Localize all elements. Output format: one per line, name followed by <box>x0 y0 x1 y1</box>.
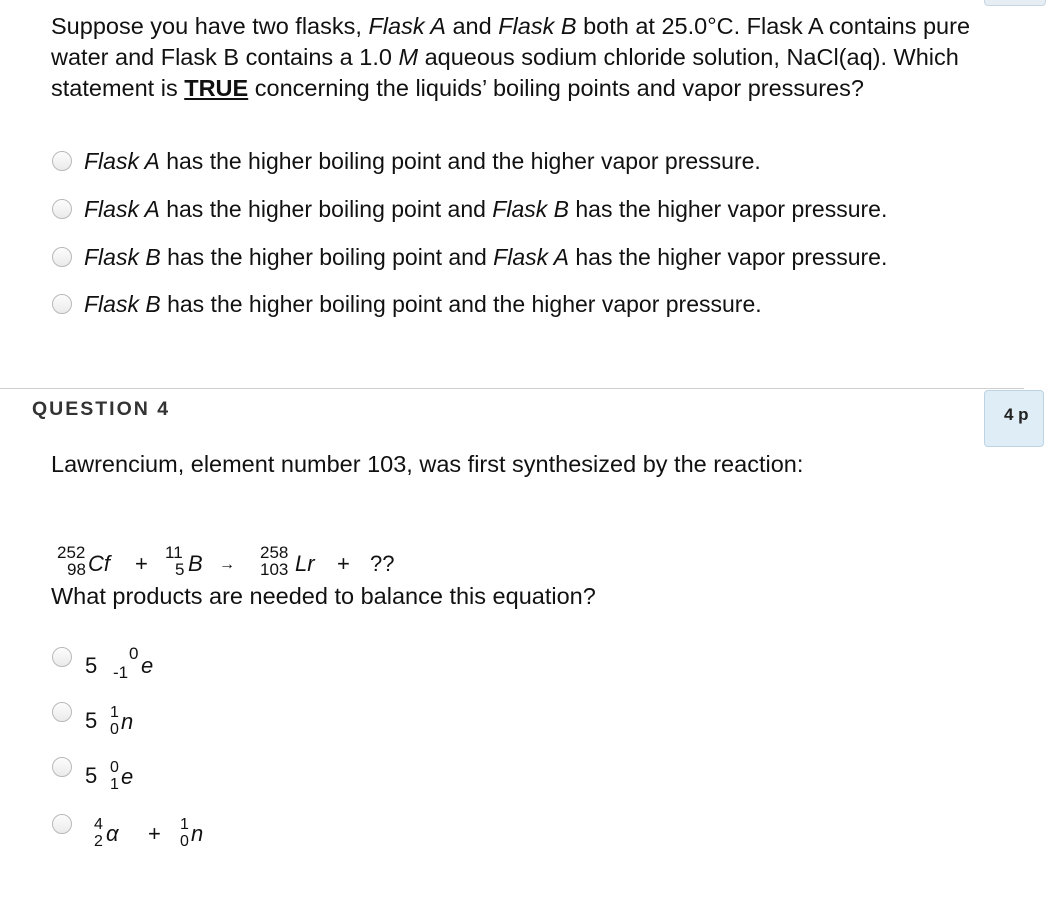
question-3-stem: Suppose you have two flasks, Flask A and Flask B both at 25.0°C. Flask A contains pure water and Flask B contains a 1.0 M aqueous sodium chloride solution, NaCl(aq). Which statement is TRUE concerning the liquids’ boiling points and vapor pressures? <box>51 13 971 101</box>
q3-option-3[interactable] <box>52 242 888 272</box>
plus-sign: + <box>135 551 148 576</box>
cf-mass-number: 252 <box>57 543 86 562</box>
points-badge: 4 p <box>984 390 1044 447</box>
mass-number: 1 <box>180 816 189 833</box>
atomic-number: 0 <box>110 721 119 738</box>
coefficient: 5 <box>85 708 98 733</box>
q3-option-1-label: Flask A has the higher boiling point and the higher vapor pressure. <box>84 148 761 174</box>
alpha-symbol: α <box>106 821 119 846</box>
cf-atomic-number: 98 <box>67 560 86 579</box>
neutron-symbol: n <box>191 821 204 846</box>
mass-number: 4 <box>94 816 103 833</box>
q3-option-4[interactable] <box>52 289 762 319</box>
radio-button[interactable] <box>52 151 72 171</box>
atomic-number: -1 <box>113 663 129 682</box>
q3-option-2[interactable] <box>52 194 888 224</box>
reaction-arrow: → <box>219 556 235 573</box>
top-corner-tab <box>984 0 1046 6</box>
question-3 <box>51 11 1001 104</box>
unknown-product: ?? <box>370 551 395 576</box>
atomic-number: 2 <box>94 833 103 850</box>
question-4-ask: What products are needed to balance this equation? <box>51 583 596 609</box>
q3-option-1[interactable] <box>52 146 761 176</box>
question-4-stem: Lawrencium, element number 103, was first synthesized by the reaction: <box>51 451 804 477</box>
cf-symbol: Cf <box>88 551 110 576</box>
radio-button[interactable] <box>52 814 72 834</box>
particle-symbol: e <box>141 653 154 678</box>
mass-number: 1 <box>110 704 119 721</box>
nuclear-equation <box>57 538 417 582</box>
b-symbol: B <box>188 551 203 576</box>
particle-symbol: n <box>121 709 134 734</box>
mass-number: 0 <box>129 644 139 663</box>
radio-button[interactable] <box>52 647 72 667</box>
plus-sign: + <box>148 821 161 846</box>
b-atomic-number: 5 <box>175 560 185 579</box>
radio-button[interactable] <box>52 702 72 722</box>
b-mass-number: 11 <box>165 543 183 562</box>
lr-atomic-number: 103 <box>260 560 289 579</box>
radio-button[interactable] <box>52 294 72 314</box>
lr-symbol: Lr <box>295 551 315 576</box>
lr-mass-number: 258 <box>260 543 289 562</box>
mass-number: 0 <box>110 759 119 776</box>
radio-button[interactable] <box>52 757 72 777</box>
q3-option-2-label: Flask A has the higher boiling point and Flask B has the higher vapor pressure. <box>84 196 888 222</box>
coefficient: 5 <box>85 653 98 678</box>
radio-button[interactable] <box>52 247 72 267</box>
q3-option-3-label: Flask B has the higher boiling point and Flask A has the higher vapor pressure. <box>84 244 888 270</box>
question-divider <box>0 388 1024 389</box>
plus-sign: + <box>337 551 350 576</box>
question-4-header: QUESTION 4 <box>32 398 171 420</box>
atomic-number: 1 <box>110 776 119 793</box>
particle-symbol: e <box>121 764 134 789</box>
atomic-number: 0 <box>180 833 189 850</box>
coefficient: 5 <box>85 763 98 788</box>
q3-option-4-label: Flask B has the higher boiling point and the higher vapor pressure. <box>84 291 762 317</box>
radio-button[interactable] <box>52 199 72 219</box>
